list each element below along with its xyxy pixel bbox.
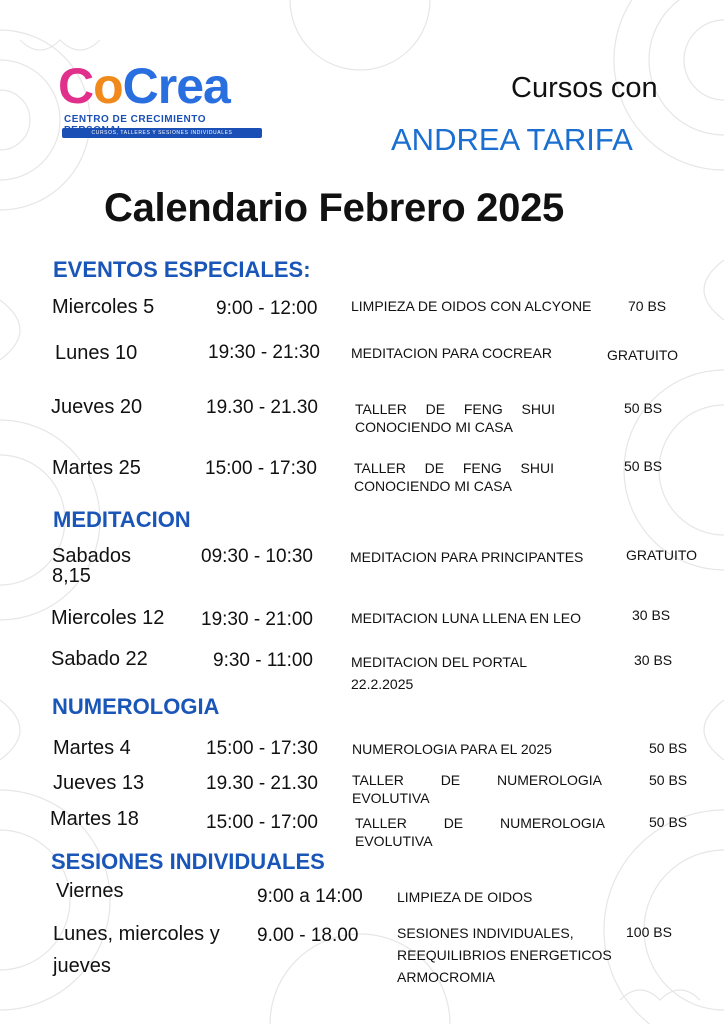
event-time: 19.30 - 21.30: [206, 773, 318, 794]
event-desc: SESIONES INDIVIDUALES, REEQUILIBRIOS ENERGETICOS ARMOCROMIA: [397, 925, 612, 985]
event-price: GRATUITO: [607, 347, 679, 363]
event-day: Lunes, miercoles y jueves: [53, 923, 220, 977]
event-desc: LIMPIEZA DE OIDOS CON ALCYONE: [351, 298, 592, 314]
event-day: Jueves 13: [53, 772, 145, 794]
event-price: 50 BS: [624, 458, 663, 474]
event-time: 19:30 - 21:00: [201, 609, 313, 630]
event-desc: MEDITACION PARA PRINCIPANTES: [350, 549, 584, 565]
event-desc: MEDITACION PARA COCREAR: [351, 345, 552, 361]
event-time: 19.30 - 21.30: [206, 397, 318, 418]
event-time: 19:30 - 21:30: [208, 342, 320, 363]
event-time: 9:00 - 12:00: [216, 298, 318, 319]
event-day: Jueves 20: [51, 396, 143, 418]
event-day: Lunes 10: [55, 342, 138, 364]
section-heading: MEDITACION: [53, 507, 191, 532]
event-desc: TALLER DE NUMEROLOGIA EVOLUTIVA: [355, 815, 605, 849]
event-time: 9.00 - 18.00: [257, 925, 359, 946]
event-desc: MEDITACION LUNA LLENA EN LEO: [351, 610, 582, 626]
page-title: Calendario Febrero 2025: [104, 186, 564, 230]
event-day: Viernes: [56, 880, 124, 902]
event-price: 100 BS: [626, 924, 672, 940]
event-price: 70 BS: [628, 298, 667, 314]
event-price: 50 BS: [624, 400, 663, 416]
section-heading: NUMEROLOGIA: [52, 694, 220, 719]
event-day: Sabado 22: [51, 648, 148, 670]
event-time: 15:00 - 17:30: [205, 458, 317, 479]
logo-wordmark: CoCrea: [58, 58, 230, 114]
event-day: Miercoles 12: [51, 607, 165, 629]
event-time: 15:00 - 17:30: [206, 738, 318, 759]
logo-subtitle: CENTRO DE CRECIMIENTO: [64, 114, 206, 125]
event-price: 30 BS: [632, 607, 671, 623]
event-day: Martes 18: [50, 808, 139, 830]
event-desc: TALLER DE FENG SHUI CONOCIENDO MI CASA: [355, 401, 555, 435]
event-price: 50 BS: [649, 772, 688, 788]
event-desc: LIMPIEZA DE OIDOS: [397, 889, 533, 905]
event-day: Martes 4: [53, 737, 131, 759]
section-heading: EVENTOS ESPECIALES:: [53, 257, 311, 282]
event-time: 09:30 - 10:30: [201, 546, 313, 567]
event-day: Sabados 8,15: [52, 545, 131, 587]
event-price: 50 BS: [649, 740, 688, 756]
teacher-name: ANDREA TARIFA: [391, 122, 633, 157]
logo-tagline: CURSOS, TALLERES Y SESIONES INDIVIDUALES: [62, 128, 262, 138]
cocrea-logo: [58, 58, 262, 142]
event-desc: TALLER DE NUMEROLOGIA EVOLUTIVA: [352, 772, 602, 806]
event-day: Martes 25: [52, 457, 141, 479]
event-price: GRATUITO: [626, 547, 698, 563]
event-time: 9:30 - 11:00: [213, 650, 314, 671]
event-desc: NUMEROLOGIA PARA EL 2025: [352, 741, 552, 757]
event-desc: MEDITACION DEL PORTAL 22.2.2025: [351, 654, 527, 692]
event-time: 15:00 - 17:00: [206, 812, 318, 833]
event-price: 30 BS: [634, 652, 673, 668]
event-price: 50 BS: [649, 814, 688, 830]
event-desc: TALLER DE FENG SHUI CONOCIENDO MI CASA: [354, 460, 554, 494]
event-time: 9:00 a 14:00: [257, 886, 363, 907]
courses-label: Cursos con: [511, 72, 658, 104]
event-day: Miercoles 5: [52, 296, 155, 318]
section-heading: SESIONES INDIVIDUALES: [51, 849, 325, 874]
